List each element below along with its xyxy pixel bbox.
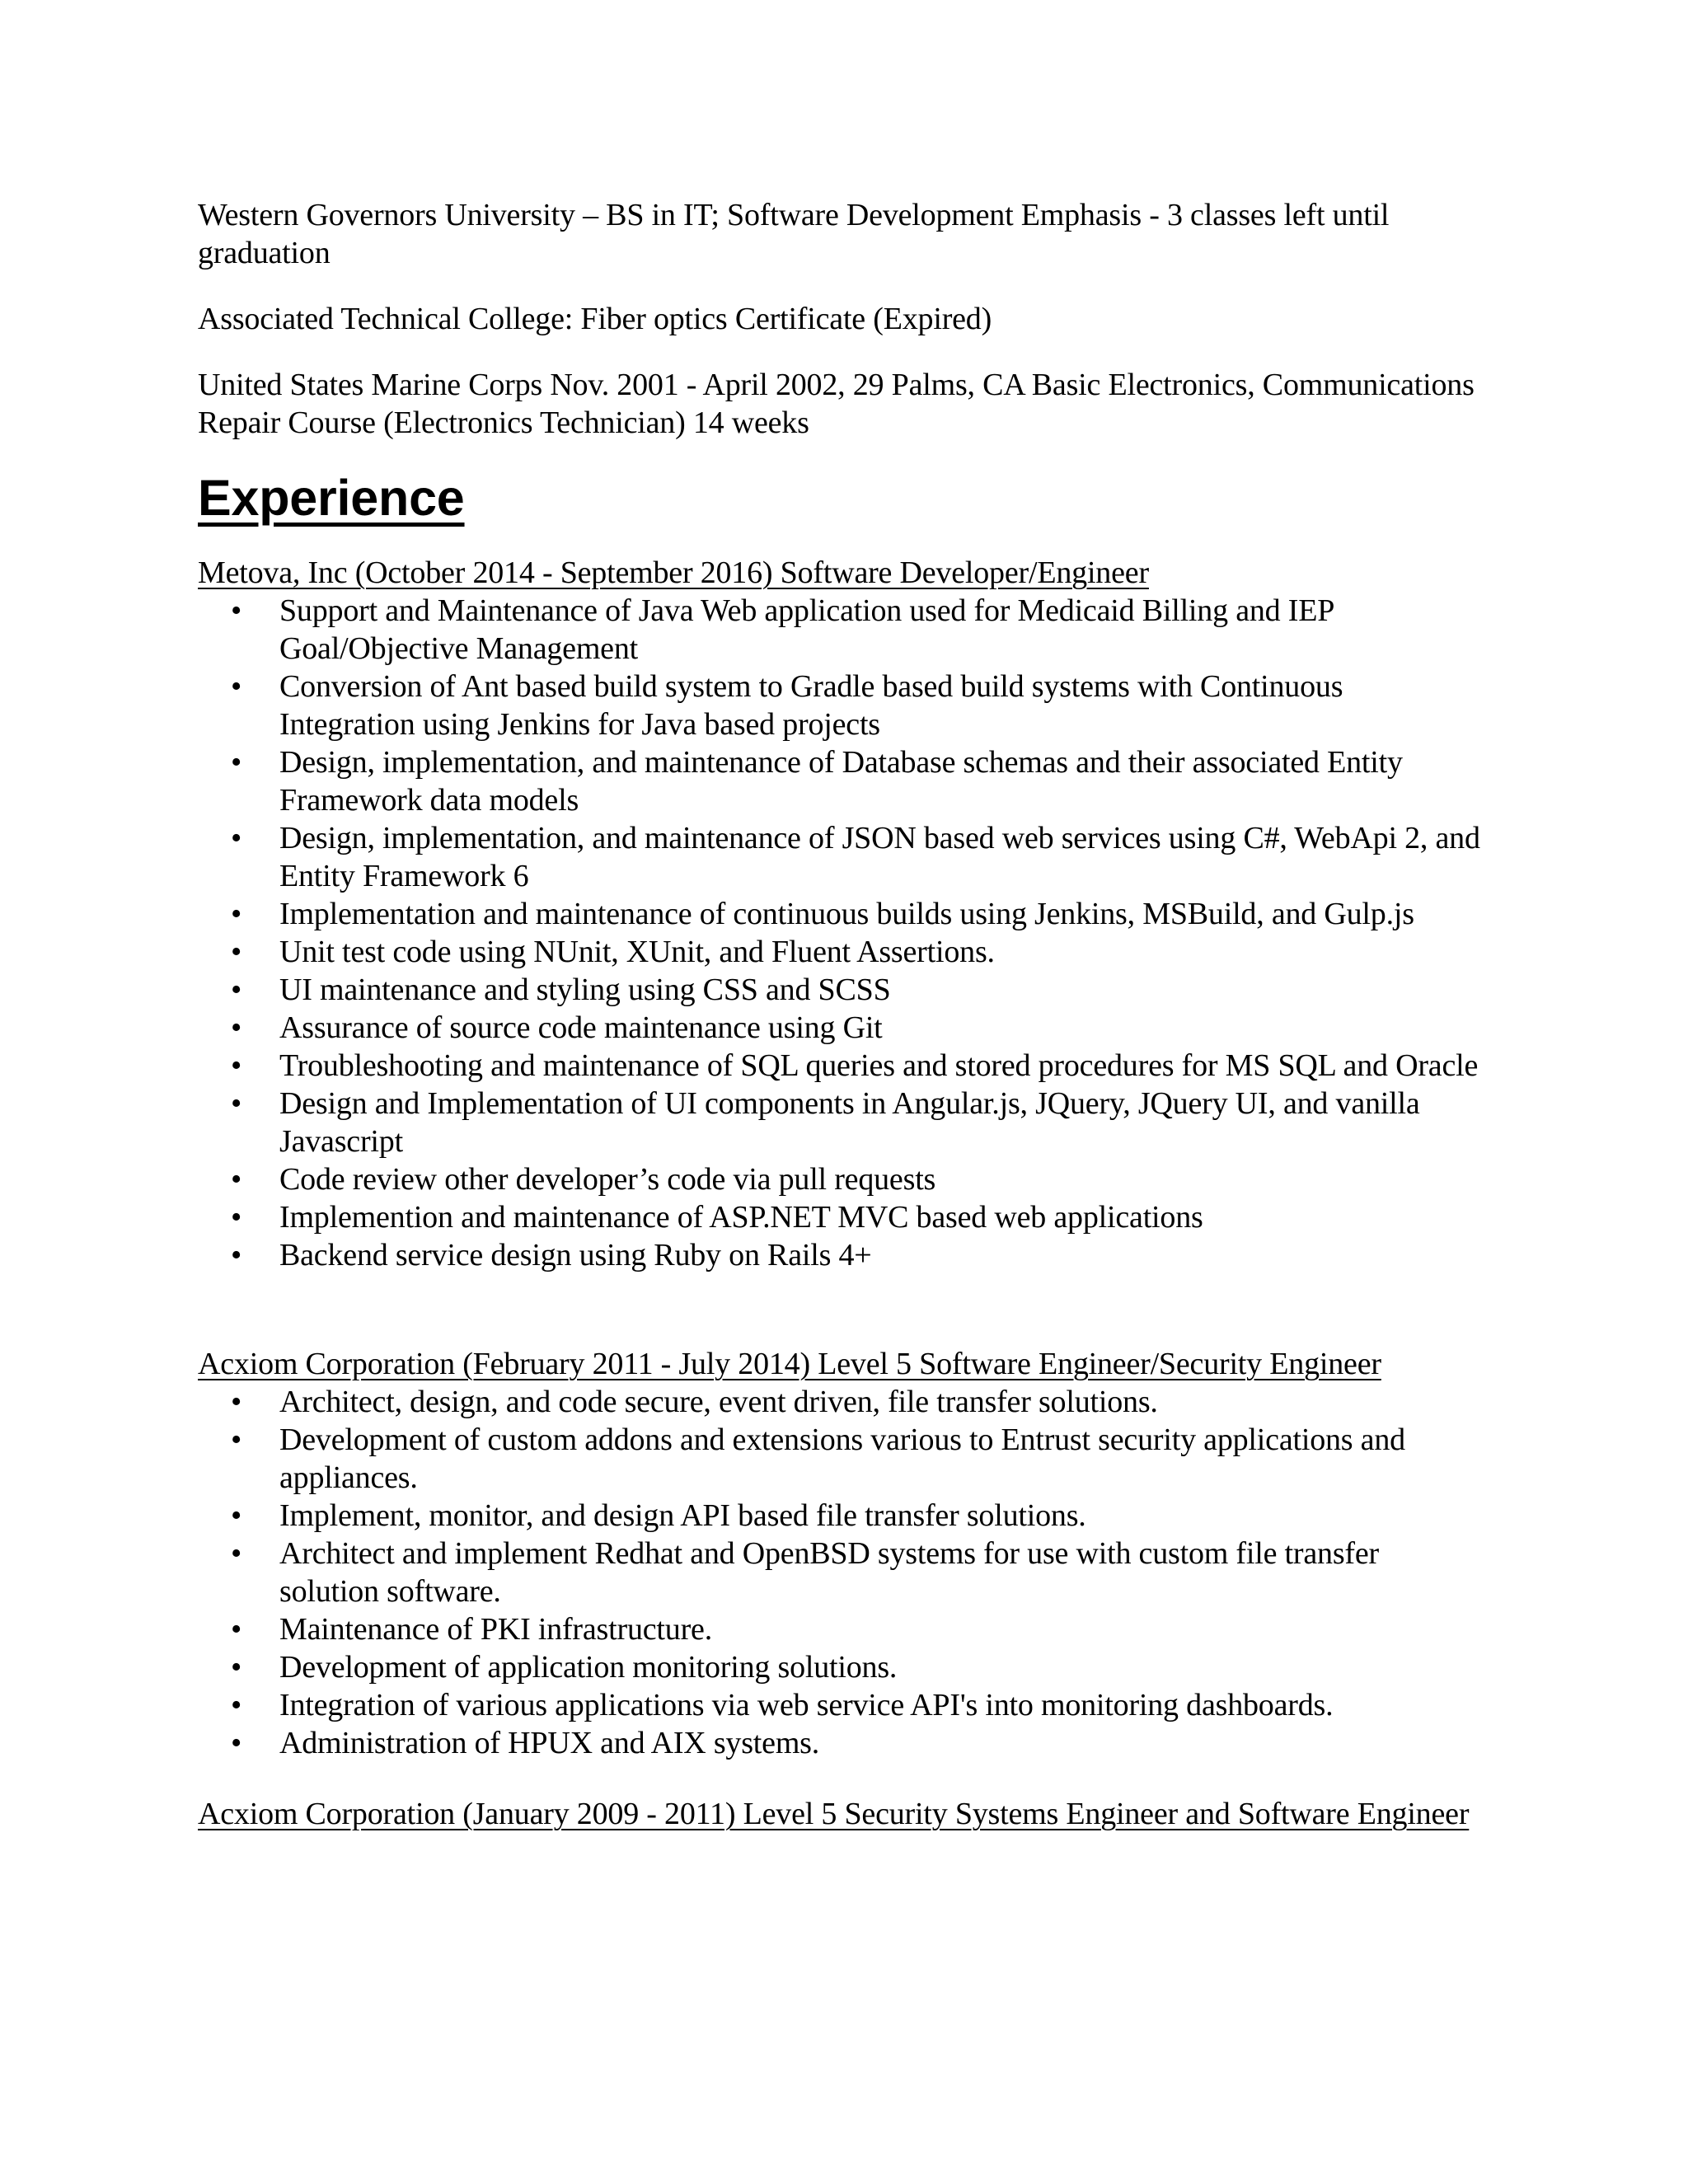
- list-item: [198, 1236, 1484, 1274]
- bullet-icon: •: [231, 593, 242, 628]
- education-item: Associated Technical College: Fiber optics Certificate (Expired): [198, 302, 992, 336]
- section-spacer: [198, 1762, 1484, 1795]
- duty-text: Design, implementation, and maintenance of Database schemas and their associated Entity Framework data models: [279, 745, 1403, 818]
- bullet-icon: •: [231, 1385, 242, 1419]
- bullet-icon: •: [231, 1650, 242, 1685]
- education-item: United States Marine Corps Nov. 2001 - April 2002, 29 Palms, CA Basic Electronics, Communications Repair Course (Electronics Technician) 14 weeks: [198, 368, 1475, 440]
- duty-text: Integration of various applications via web service API's into monitoring dashboards.: [279, 1688, 1334, 1722]
- list-item: [198, 1421, 1484, 1497]
- duty-text: Maintenance of PKI infrastructure.: [279, 1612, 712, 1647]
- job-title: Metova, Inc (October 2014 - September 2016) Software Developer/Engineer: [198, 555, 1149, 590]
- bullet-icon: •: [231, 1498, 242, 1533]
- list-item: [198, 1009, 1484, 1047]
- list-item: [198, 895, 1484, 933]
- bullet-icon: •: [231, 972, 242, 1007]
- bullet-icon: •: [231, 1688, 242, 1722]
- bullet-icon: •: [231, 1536, 242, 1571]
- duty-text: Implemention and maintenance of ASP.NET MVC based web applications: [279, 1200, 1203, 1235]
- bullet-icon: •: [231, 897, 242, 931]
- bullet-icon: •: [231, 935, 242, 969]
- duty-text: Implementation and maintenance of continuous builds using Jenkins, MSBuild, and Gulp.js: [279, 897, 1414, 931]
- bullet-icon: •: [231, 1162, 242, 1197]
- duty-text: Troubleshooting and maintenance of SQL queries and stored procedures for MS SQL and Oracle: [279, 1048, 1479, 1083]
- job-entry: [198, 1795, 1484, 1833]
- job-entry: [198, 1345, 1484, 1762]
- list-item: [198, 1724, 1484, 1762]
- job-title: Acxiom Corporation (February 2011 - July 2014) Level 5 Software Engineer/Security Engineer: [198, 1347, 1381, 1381]
- duty-text: Design and Implementation of UI components in Angular.js, JQuery, JQuery UI, and vanilla Javascript: [279, 1086, 1420, 1159]
- section-spacer: [198, 1274, 1484, 1345]
- job-duties-list: [198, 592, 1484, 1274]
- list-item: [198, 933, 1484, 971]
- duty-text: Architect, design, and code secure, event driven, file transfer solutions.: [279, 1385, 1158, 1419]
- list-item: [198, 592, 1484, 668]
- bullet-icon: •: [231, 1726, 242, 1760]
- job-duties-list: [198, 1383, 1484, 1762]
- duty-text: UI maintenance and styling using CSS and SCSS: [279, 972, 891, 1007]
- bullet-icon: •: [231, 821, 242, 855]
- duty-text: Assurance of source code maintenance using Git: [279, 1010, 883, 1045]
- list-item: [198, 1198, 1484, 1236]
- duty-text: Development of custom addons and extensions various to Entrust security applications and appliances.: [279, 1422, 1405, 1495]
- duty-text: Code review other developer’s code via pull requests: [279, 1162, 936, 1197]
- list-item: [198, 743, 1484, 819]
- bullet-icon: •: [231, 1612, 242, 1647]
- bullet-icon: •: [231, 1048, 242, 1083]
- bullet-icon: •: [231, 669, 242, 704]
- duty-text: Unit test code using NUnit, XUnit, and Fluent Assertions.: [279, 935, 995, 969]
- list-item: [198, 1535, 1484, 1610]
- list-item: [198, 1383, 1484, 1421]
- duty-text: Design, implementation, and maintenance of JSON based web services using C#, WebApi 2, and Entity Framework 6: [279, 821, 1480, 893]
- list-item: [198, 1085, 1484, 1160]
- duty-text: Administration of HPUX and AIX systems.: [279, 1726, 820, 1760]
- list-item: [198, 1648, 1484, 1686]
- list-item: [198, 1610, 1484, 1648]
- duty-text: Conversion of Ant based build system to Gradle based build systems with Continuous Integration using Jenkins for Java based projects: [279, 669, 1343, 742]
- list-item: [198, 668, 1484, 743]
- list-item: [198, 819, 1484, 895]
- experience-heading: Experience: [198, 470, 465, 526]
- list-item: [198, 1686, 1484, 1724]
- duty-text: Architect and implement Redhat and OpenBSD systems for use with custom file transfer solution software.: [279, 1536, 1379, 1609]
- bullet-icon: •: [231, 1200, 242, 1235]
- list-item: [198, 971, 1484, 1009]
- duty-text: Support and Maintenance of Java Web application used for Medicaid Billing and IEP Goal/Objective Management: [279, 593, 1334, 666]
- bullet-icon: •: [231, 1010, 242, 1045]
- bullet-icon: •: [231, 745, 242, 780]
- job-title: Acxiom Corporation (January 2009 - 2011) Level 5 Security Systems Engineer and Software Engineer: [198, 1797, 1470, 1831]
- list-item: [198, 1160, 1484, 1198]
- education-item: Western Governors University – BS in IT; Software Development Emphasis - 3 classes left until graduation: [198, 198, 1390, 270]
- list-item: [198, 1047, 1484, 1085]
- list-item: [198, 1497, 1484, 1535]
- bullet-icon: •: [231, 1238, 242, 1272]
- duty-text: Backend service design using Ruby on Rails 4+: [279, 1238, 872, 1272]
- bullet-icon: •: [231, 1422, 242, 1457]
- job-entry: [198, 554, 1484, 1274]
- duty-text: Implement, monitor, and design API based file transfer solutions.: [279, 1498, 1086, 1533]
- duty-text: Development of application monitoring solutions.: [279, 1650, 898, 1685]
- resume-page: [198, 196, 1484, 1833]
- bullet-icon: •: [231, 1086, 242, 1121]
